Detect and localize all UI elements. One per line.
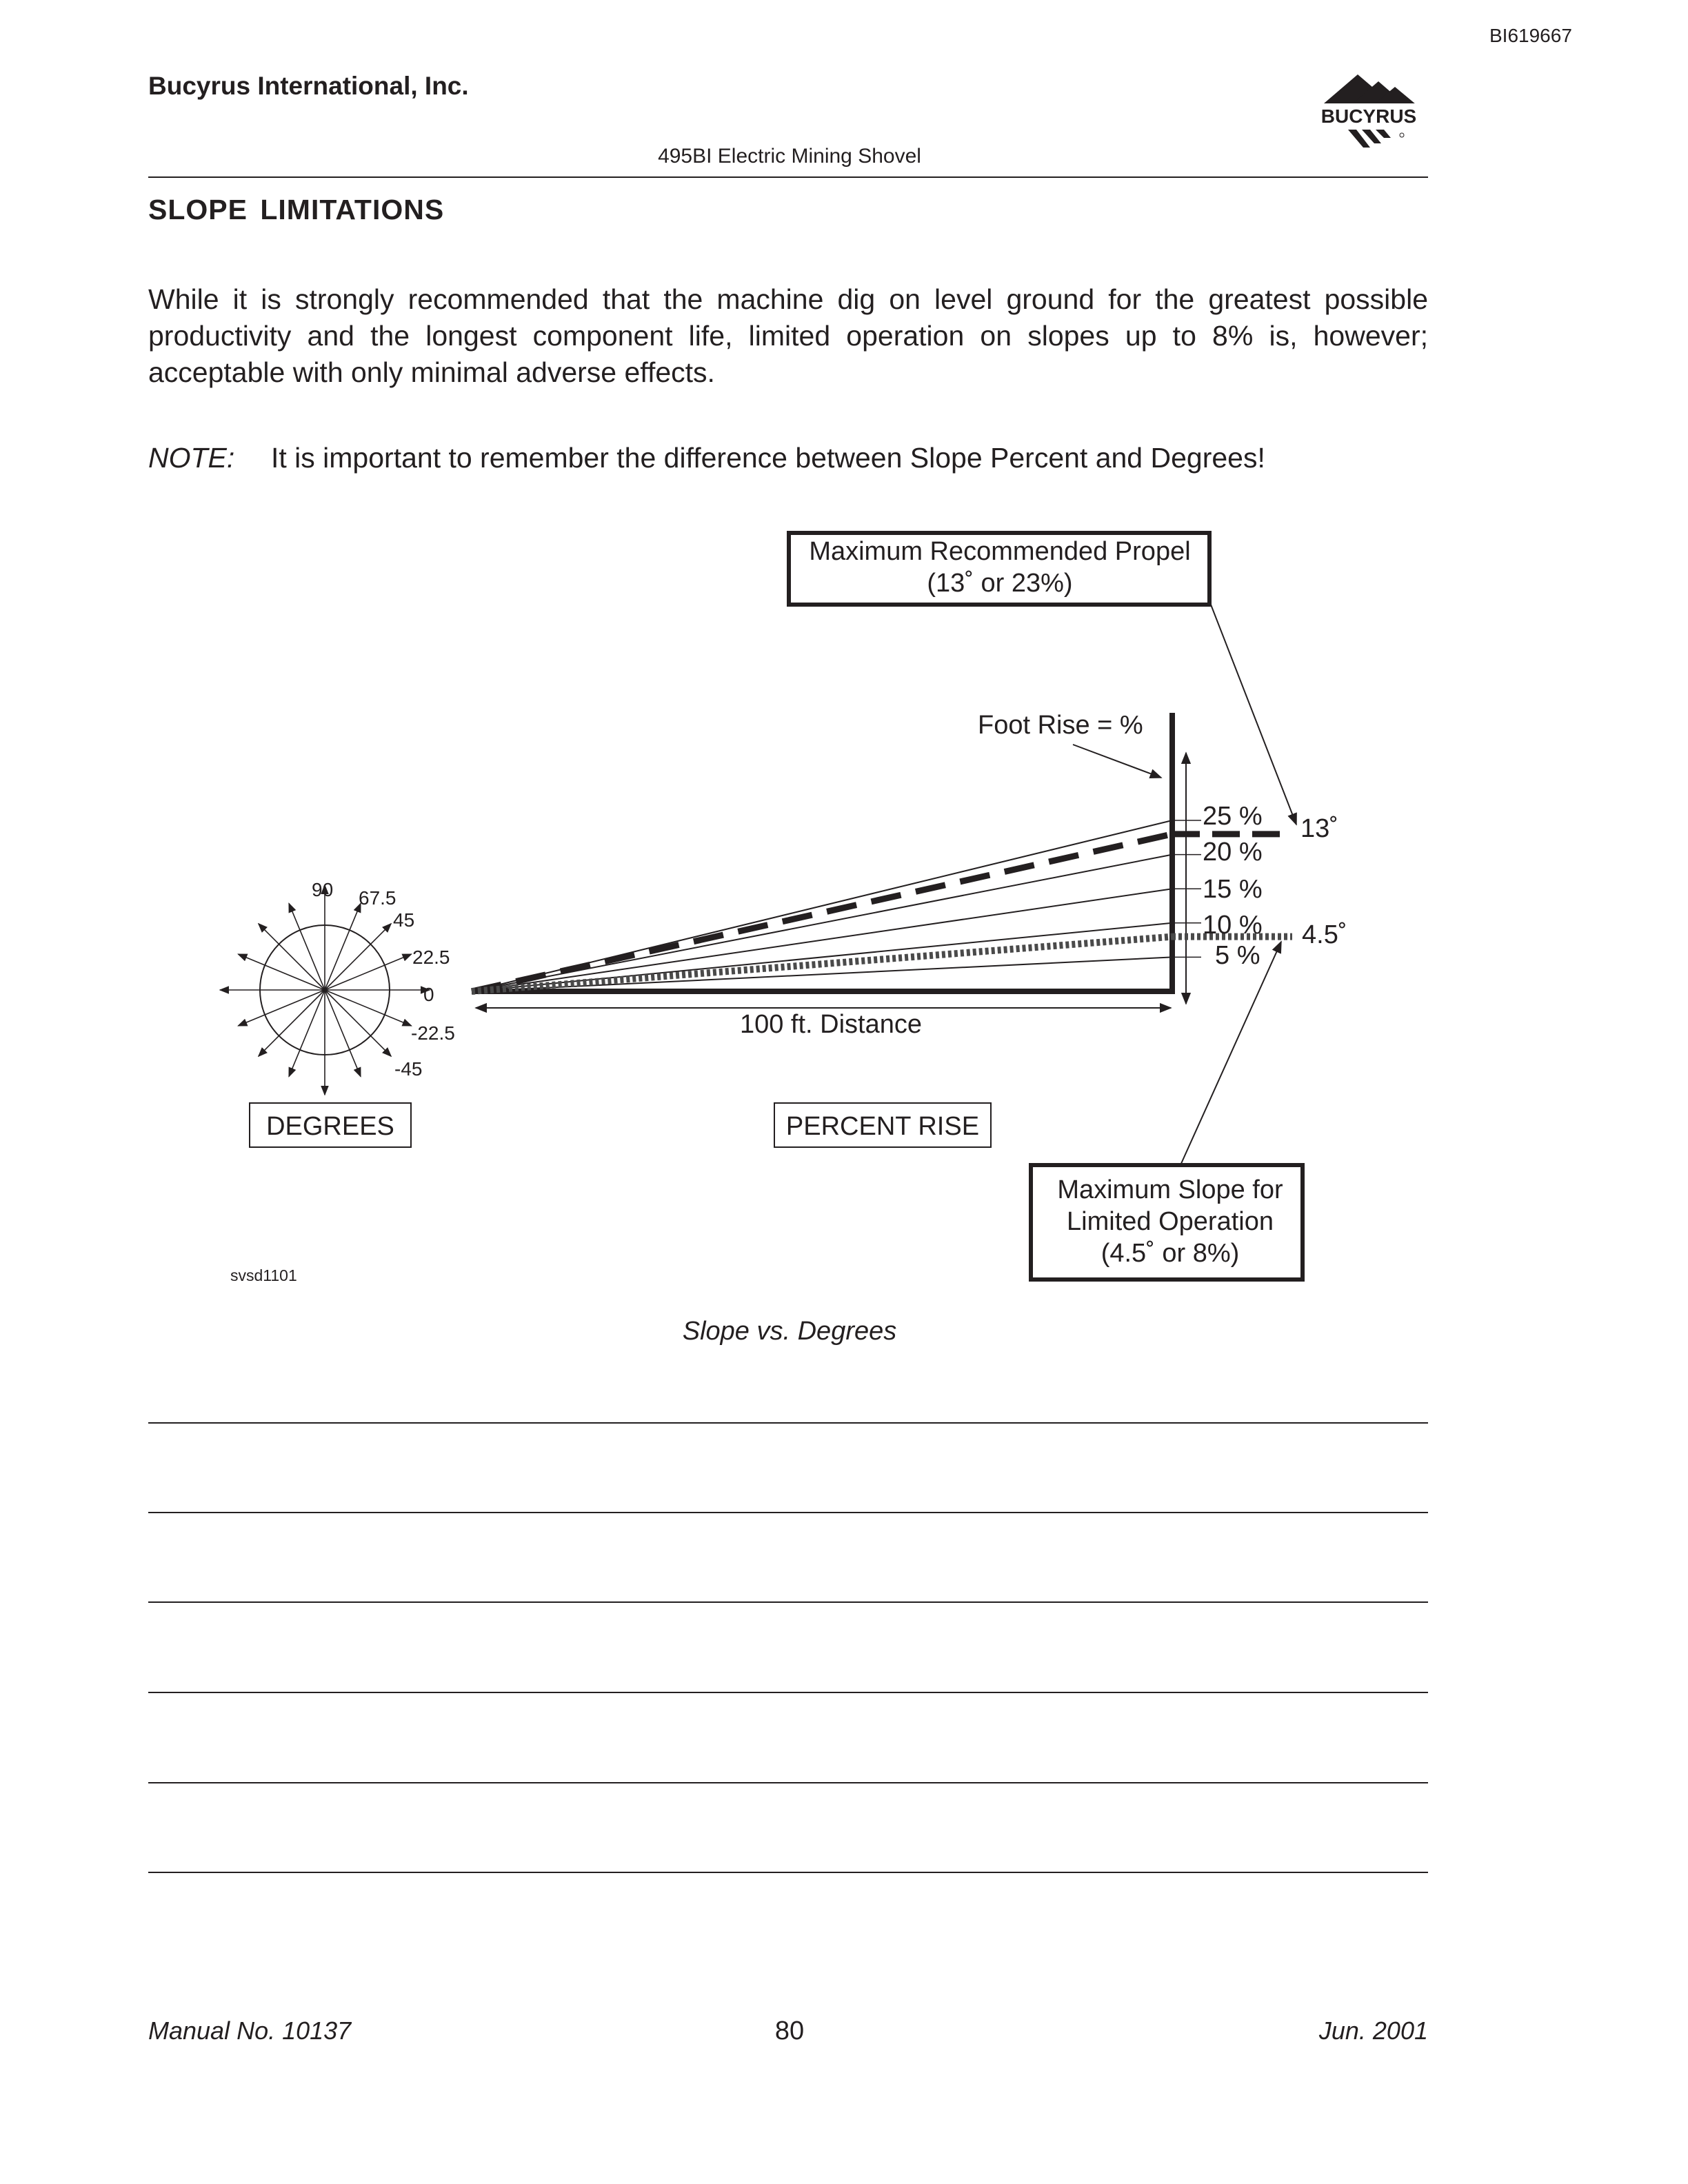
- max-slope-leader: [1180, 942, 1281, 1165]
- max-propel-line1: Maximum Recommended Propel: [809, 537, 1191, 566]
- compass-label-67-5: 67.5: [359, 887, 396, 909]
- max-propel-line2: (13˚ or 23%): [927, 569, 1073, 598]
- max-slope-line1: Maximum Slope for: [1057, 1175, 1283, 1204]
- note-label: NOTE:: [148, 442, 235, 474]
- max-propel-leader: [1211, 605, 1296, 825]
- logo-text: BUCYRUS: [1320, 105, 1417, 127]
- max-slope-line2: Limited Operation: [1067, 1207, 1274, 1236]
- percent-label-25: 25 %: [1203, 802, 1263, 831]
- percent-label-15: 15 %: [1203, 875, 1263, 904]
- percent-label-5: 5 %: [1215, 941, 1260, 970]
- percent-label-10: 10 %: [1203, 911, 1263, 940]
- note-line: [148, 1422, 1428, 1424]
- foot-rise-label: Foot Rise = %: [978, 711, 1143, 740]
- percent-rise-box-label: PERCENT RISE: [785, 1112, 980, 1141]
- footer-date: Jun. 2001: [1318, 2016, 1428, 2045]
- degrees-box-label: DEGREES: [266, 1112, 394, 1141]
- body-paragraph: While it is strongly recommended that the machine dig on level ground for the greatest possible productivity and the longest component life, limited operation on slopes up to 8% is, however; acceptable with only minimal adverse effects.: [148, 283, 1428, 388]
- slope-line-5-percent: [472, 957, 1172, 991]
- degree-label-4-5: 4.5˚: [1302, 920, 1347, 949]
- slope-line-15-percent: [472, 889, 1172, 991]
- compass-label-neg-45: -45: [394, 1058, 423, 1080]
- figure-caption: Slope vs. Degrees: [682, 1317, 897, 1346]
- document-subtitle: 495BI Electric Mining Shovel: [658, 145, 921, 168]
- figure-code: svsd1101: [230, 1266, 297, 1284]
- foot-rise-leader: [1073, 745, 1161, 778]
- compass-label-45: 45: [393, 909, 415, 931]
- distance-label: 100 ft. Distance: [739, 1010, 923, 1039]
- max-slope-line3: (4.5˚ or 8%): [1101, 1239, 1240, 1268]
- compass-label-0: 0: [423, 984, 434, 1005]
- degree-label-13: 13˚: [1300, 814, 1338, 843]
- note-line: [148, 1692, 1428, 1693]
- section-title: SLOPE LIMITATIONS: [148, 194, 445, 225]
- note-line: [148, 1512, 1428, 1513]
- note-line: [148, 1601, 1428, 1603]
- compass-label-22-5: 22.5: [412, 947, 450, 968]
- compass-label-90: 90: [312, 879, 334, 900]
- max-propel-slope-line: [472, 834, 1172, 991]
- percent-label-20: 20 %: [1203, 838, 1263, 867]
- compass-label-neg-22-5: -22.5: [411, 1022, 455, 1044]
- note-line: [148, 1782, 1428, 1783]
- note-text: It is important to remember the difference between Slope Percent and Degrees!: [271, 442, 1265, 474]
- footer-manual-number: Manual No. 10137: [148, 2016, 352, 2045]
- footer-page-number: 80: [774, 2016, 805, 2045]
- document-id: BI619667: [1489, 25, 1572, 46]
- max-limited-slope-line: [472, 937, 1172, 991]
- company-name: Bucyrus International, Inc.: [148, 72, 469, 100]
- note-line: [148, 1872, 1428, 1873]
